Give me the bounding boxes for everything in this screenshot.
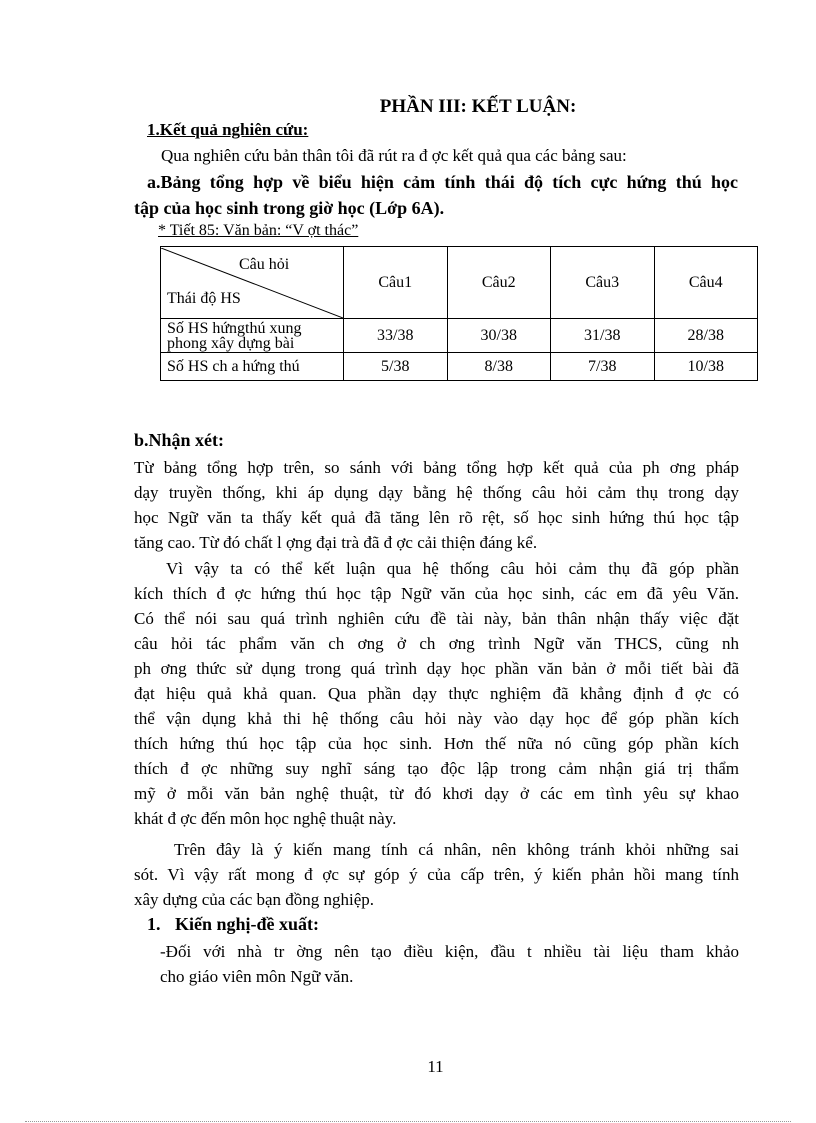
heading-number: 1. [147, 914, 161, 934]
lesson-label: * Tiết 85: Văn bản: “V ợt thác” [158, 222, 359, 239]
corner-top-label: Câu hỏi [239, 255, 290, 273]
text-line: dạy truyền thống, khi áp dụng dạy bằng hệ thống câu hỏi cảm thụ trong dạy [134, 483, 739, 502]
column-header: Câu2 [447, 247, 551, 319]
text-line: Từ bảng tổng hợp trên, so sánh với bảng tổng hợp kết quả của ph ơng pháp [134, 458, 739, 477]
text-line: học Ngữ văn ta thấy kết quả đã tăng lên rõ rệt, số học sinh hứng thú học tập [134, 508, 739, 527]
paragraph-4 [160, 939, 739, 989]
table-cell: 28/38 [654, 319, 758, 353]
heading-a-line-1: a.Bảng tổng hợp về biểu hiện cảm tính thái độ tích cực hứng thú học [147, 172, 738, 192]
heading-results: 1.Kết quả nghiên cứu: [147, 120, 309, 139]
heading-text: Kiến nghị-đề xuất: [175, 914, 320, 934]
paragraph-2 [134, 556, 739, 831]
table-cell: 7/38 [551, 353, 655, 381]
row-label: Số HS hứngthú xung phong xây dựng bài [161, 319, 344, 353]
text-line: thể vận dụng khả thi hệ thống câu hỏi này vào dạy học để góp phần kích [134, 709, 739, 728]
heading-b: b.Nhận xét: [134, 430, 225, 450]
column-header: Câu3 [551, 247, 655, 319]
text-line: sót. Vì vậy rất mong đ ợc sự góp ý của cấp trên, ý kiến phản hồi mang tính [134, 865, 739, 884]
table-corner-cell [161, 247, 344, 319]
text-line: cho giáo viên môn Ngữ văn. [160, 967, 354, 986]
table-cell: 5/38 [344, 353, 448, 381]
table-cell: 31/38 [551, 319, 655, 353]
text-line: thích đ ợc những suy nghĩ sáng tạo độc lập trong cảm nhận giá trị thẩm [134, 759, 739, 778]
page-number: 11 [427, 1057, 444, 1076]
heading-a [147, 172, 738, 193]
text-line: Trên đây là ý kiến mang tính cá nhân, nên không tránh khỏi những sai [174, 840, 739, 859]
corner-bottom-label: Thái độ HS [167, 289, 241, 307]
text-line: Vì vậy ta có thể kết luận qua hệ thống câu hỏi cảm thụ đã góp phần [166, 559, 739, 578]
table-row [161, 319, 758, 353]
text-line: khát đ ợc đến môn học nghệ thuật này. [134, 809, 397, 828]
table-cell: 8/38 [447, 353, 551, 381]
text-line: thích hứng thú học tập của học sinh. Hơn thế nữa nó cũng góp phần kích [134, 734, 739, 753]
heading-recommendations [147, 914, 319, 935]
text-line: kích thích đ ợc hứng thú học tập Ngữ văn của học sinh, các em đã yêu Văn. [134, 584, 739, 603]
heading-a-line-2: tập của học sinh trong giờ học (Lớp 6A). [134, 198, 445, 218]
section-title: PHẦN III: KẾT LUẬN: [379, 96, 577, 117]
text-line: đạt hiệu quả khả quan. Qua phần dạy thực nghiệm đã khẳng định đ ợc có [134, 684, 739, 703]
column-header: Câu4 [654, 247, 758, 319]
text-line: câu hỏi tác phẩm văn ch ơng ở ch ơng trình Ngữ văn THCS, cũng nh [134, 634, 739, 653]
results-table [160, 246, 758, 381]
table-cell: 33/38 [344, 319, 448, 353]
text-line: mỹ ở mỗi văn bản nghệ thuật, từ đó khơi dạy ở các em tình yêu sự khao [134, 784, 739, 803]
text-line: Có thể nói sau quá trình nghiên cứu đề tài này, bản thân nhận thấy việc đặt [134, 609, 739, 628]
text-line: ph ơng thức sử dụng trong quá trình dạy học phần văn bản ở mỗi tiết bài đã [134, 659, 739, 678]
paragraph-3 [134, 837, 739, 912]
page-bottom-rule [25, 1121, 791, 1122]
row-label: Số HS ch a hứng thú [161, 353, 344, 381]
table-cell: 10/38 [654, 353, 758, 381]
intro-text: Qua nghiên cứu bản thân tôi đã rút ra đ ợc kết quả qua các bảng sau: [161, 146, 627, 165]
text-line: -Đối với nhà tr ờng nên tạo điều kiện, đầu t nhiều tài liệu tham khảo [160, 942, 739, 961]
text-line: tăng cao. Từ đó chất l ợng đại trà đã đ ợc cải thiện đáng kể. [134, 533, 538, 552]
column-header: Câu1 [344, 247, 448, 319]
table-cell: 30/38 [447, 319, 551, 353]
table-row [161, 353, 758, 381]
text-line: xây dựng của các bạn đồng nghiệp. [134, 890, 375, 909]
paragraph-1 [134, 455, 739, 555]
